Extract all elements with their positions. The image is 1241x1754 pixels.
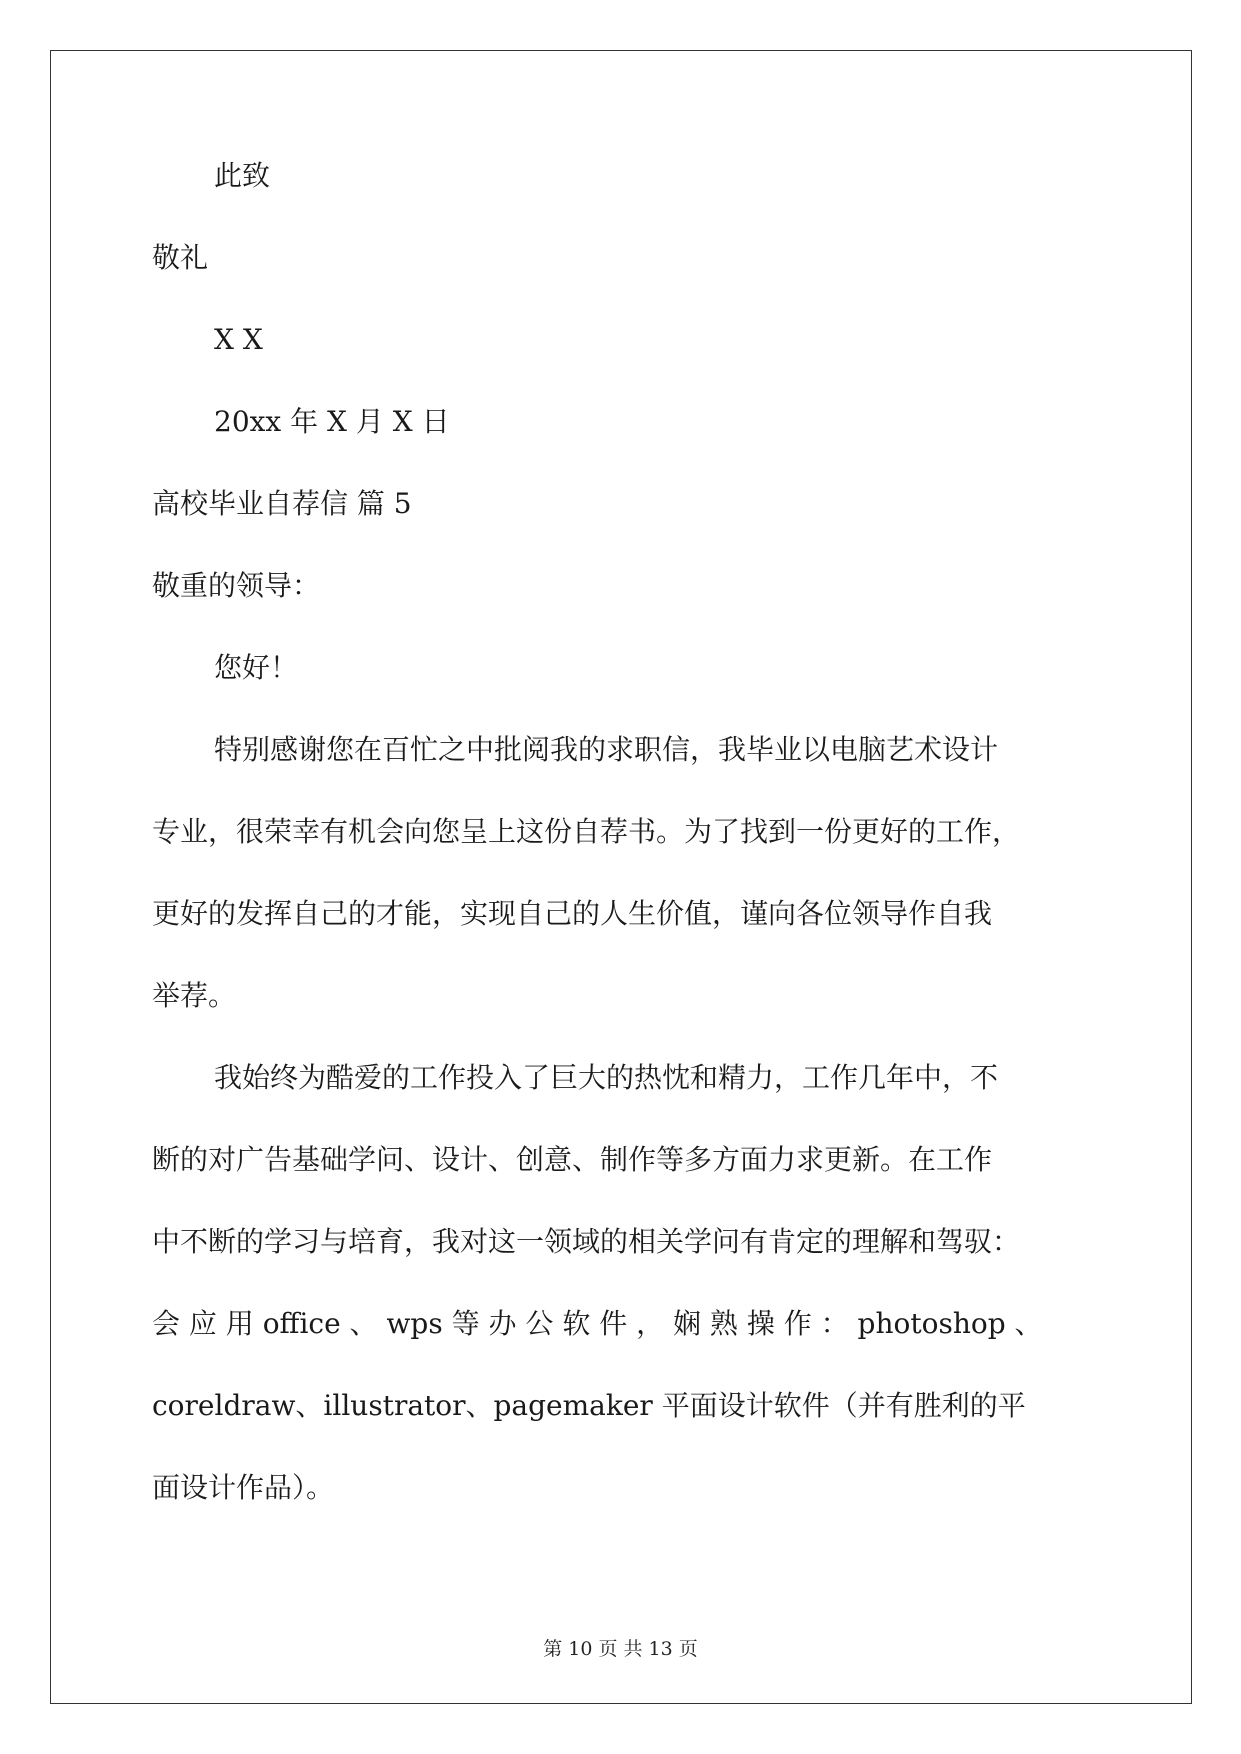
page-number-footer: 第 10 页 共 13 页 <box>543 1638 698 1660</box>
closing-line-1: 此致 <box>214 159 271 192</box>
paragraph-2-line: 会 应 用 office 、 wps 等 办 公 软 件 ， 娴 熟 操 作 ： photoshop 、 <box>152 1307 1043 1340</box>
paragraph-2-line: 中不断的学习与培育，我对这一领域的相关学问有肯定的理解和驾驭： <box>152 1225 1021 1258</box>
paragraph-2-line: 断的对广告基础学问、设计、创意、制作等多方面力求更新。在工作 <box>152 1143 993 1176</box>
paragraph-1-line: 举荐。 <box>152 979 237 1012</box>
greeting: 您好！ <box>214 651 299 684</box>
paragraph-2 <box>152 1062 1092 1554</box>
letter-body <box>152 160 1092 1554</box>
paragraph-1-line: 专业，很荣幸有机会向您呈上这份自荐书。为了找到一份更好的工作， <box>152 815 1021 848</box>
signature: X X <box>214 323 263 356</box>
paragraph-2-line: 面设计作品）。 <box>152 1471 335 1504</box>
paragraph-1 <box>152 734 1092 1062</box>
paragraph-1-line: 更好的发挥自己的才能，实现自己的人生价值，谨向各位领导作自我 <box>152 897 993 930</box>
paragraph-1-line: 特别感谢您在百忙之中批阅我的求职信，我毕业以电脑艺术设计 <box>214 733 999 766</box>
date: 20xx 年 X 月 X 日 <box>214 405 450 438</box>
paragraph-2-line: coreldraw、illustrator、pagemaker 平面设计软件（并有胜利的平 <box>152 1389 1026 1422</box>
section-title: 高校毕业自荐信 篇 5 <box>152 487 412 520</box>
salutation: 敬重的领导： <box>152 569 321 602</box>
paragraph-2-line: 我始终为酷爱的工作投入了巨大的热忱和精力，工作几年中，不 <box>214 1061 999 1094</box>
closing-line-2: 敬礼 <box>152 241 209 274</box>
